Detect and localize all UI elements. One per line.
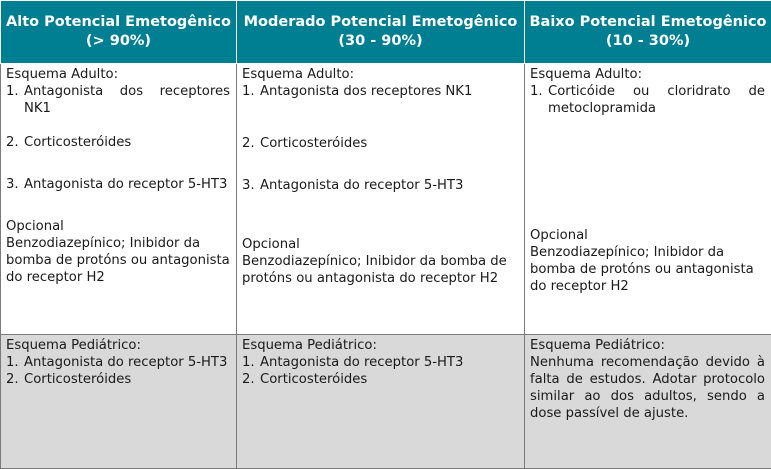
header-moderate-potential [237,1,525,64]
header-range: (30 - 90%) [338,33,423,49]
header-title: Alto Potencial Emetogênico [6,14,231,30]
drug-list [530,83,765,117]
adult-cell-high [1,64,237,335]
pediatric-cell-moderate [237,335,525,469]
optional-label: Opcional [530,228,588,243]
scheme-label: Esquema Adulto: [530,67,643,82]
pediatric-note: Nenhuma recomendação devido à falta de estudos. Adotar protocolo similar ao dos adultos, sendo a dose passível de ajuste. [530,355,765,421]
scheme-label: Esquema Pediátrico: [242,338,377,353]
list-item: 2. Corticosteróides [6,135,132,150]
header-low-potential [525,1,771,64]
header-range: (> 90%) [85,33,152,49]
list-item: 3. Antagonista do receptor 5-HT3 [242,178,464,193]
header-high-potential [1,1,237,64]
adult-cell-low [525,64,771,335]
adult-scheme-row [1,64,771,335]
optional-text: Benzodiazepínico; Inibidor da bomba de protóns ou antagonista do receptor H2 [242,254,507,286]
optional-text: Benzodiazepínico; Inibidor da bomba de protóns ou antagonista do receptor H2 [530,245,754,294]
drug-list [242,83,518,194]
header-title: Moderado Potencial Emetogênico [243,14,518,30]
drug-list [6,354,230,388]
scheme-label: Esquema Pediátrico: [530,338,665,353]
optional-text: Benzodiazepínico; Inibidor da bomba de protóns ou antagonista do receptor H2 [6,236,230,285]
list-item: 1. Antagonista dos receptores NK1 [242,84,473,99]
optional-label: Opcional [6,219,64,234]
pediatric-cell-low [525,335,771,469]
drug-list [6,83,230,193]
list-item: 2. Corticosteróides [242,372,368,387]
header-title: Baixo Potencial Emetogênico [529,14,767,30]
list-item: 2. Corticosteróides [6,372,132,387]
list-item: 3. Antagonista do receptor 5-HT3 [6,177,228,192]
scheme-label: Esquema Adulto: [6,67,119,82]
list-item: 1. Antagonista do receptor 5-HT3 [6,355,228,370]
pediatric-cell-high [1,335,237,469]
list-item: 1. Antagonista dos receptores NK1 [6,84,230,116]
header-range: (10 - 30%) [605,33,691,49]
drug-list [242,354,518,388]
header-row [1,1,771,64]
pediatric-scheme-row [1,335,771,469]
list-item: 2. Corticosteróides [242,136,368,151]
scheme-label: Esquema Adulto: [242,67,355,82]
adult-cell-moderate [237,64,525,335]
scheme-label: Esquema Pediátrico: [6,338,141,353]
list-item: 1. Corticóide ou cloridrato de metoclopramida [530,84,765,116]
optional-label: Opcional [242,237,300,252]
list-item: 1. Antagonista do receptor 5-HT3 [242,355,464,370]
